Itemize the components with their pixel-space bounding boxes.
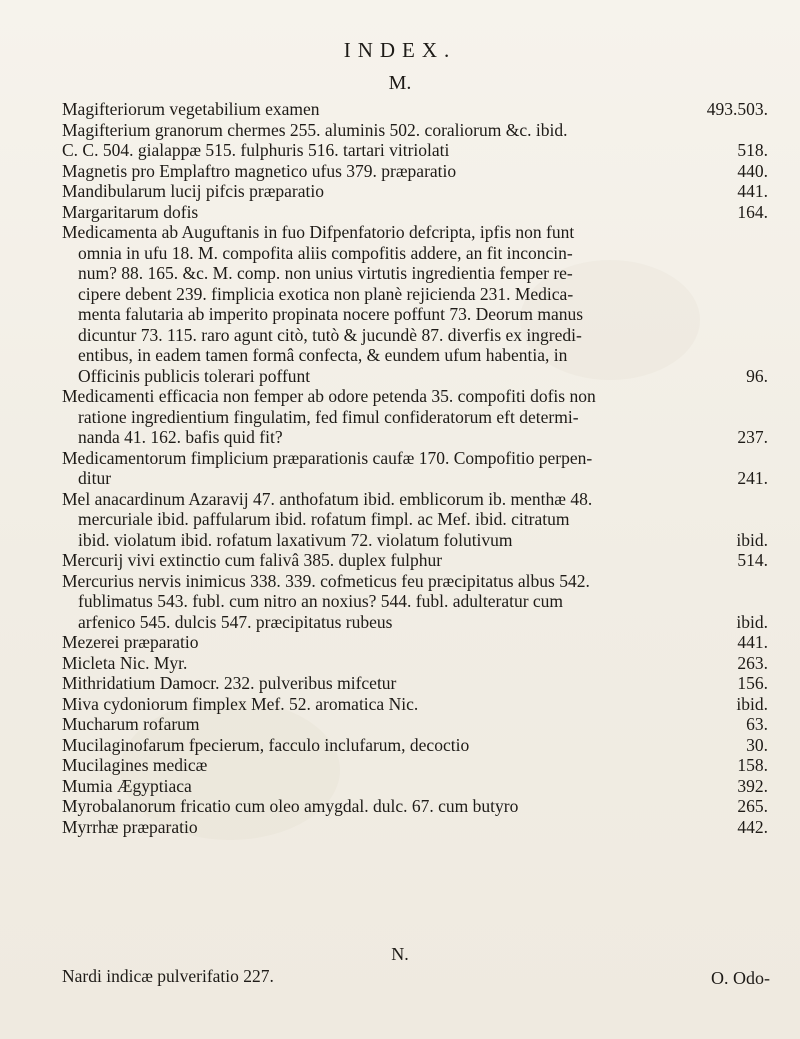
entry-text: C. C. 504. gialappæ 515. fulphuris 516. tartari vitriolati	[62, 140, 450, 160]
index-entry	[62, 120, 768, 141]
index-entry	[62, 181, 768, 202]
entry-text: Myrrhæ præparatio	[62, 816, 198, 837]
entry-text: Micleta Nic. Myr.	[62, 652, 188, 673]
entry-continuation: num? 88. 165. &c. M. comp. non unius virtutis ingredientia femper re-	[78, 263, 573, 283]
page-number: 63.	[746, 714, 768, 734]
entry-text: Mercurius nervis inimicus 338. 339. cofmeticus feu præcipitatus albus 542.	[62, 570, 590, 591]
entry-continuation: mercuriale ibid. paffularum ibid. rofatum fimpl. ac Mef. ibid. citratum	[78, 509, 570, 529]
index-entry	[62, 714, 768, 735]
entry-text: Mumia Ægyptiaca	[62, 775, 192, 796]
page-number: 440.	[737, 160, 768, 181]
page-number: 392.	[737, 775, 768, 796]
entry-continuation: ibid. violatum ibid. rofatum laxativum 72. violatum folutivum	[78, 529, 513, 550]
entry-continuation: fublimatus 543. fubl. cum nitro an noxius? 544. fubl. adulteratur cum	[78, 591, 564, 611]
index-entries	[62, 99, 768, 837]
index-entry	[62, 571, 768, 633]
page-number: 493.503.	[706, 99, 768, 119]
page-number: 158.	[737, 755, 768, 775]
entry-continuation: ratione ingredientium fingulatim, fed fimul confideratorum eft determi-	[78, 406, 579, 427]
index-entry	[62, 632, 768, 653]
page-number: 442.	[737, 816, 768, 837]
page-number: 237.	[737, 427, 768, 447]
entry-text: Mel anacardinum Azaravij 47. anthofatum ibid. emblicorum ib. menthæ 48.	[62, 488, 593, 509]
index-entry	[62, 776, 768, 797]
index-entry	[62, 694, 768, 715]
entry-continuation: Officinis publicis tolerari poffunt	[78, 365, 311, 386]
page-number: 164.	[737, 201, 768, 222]
index-entry	[62, 489, 768, 551]
entry-text: Mandibularum lucij pifcis præparatio	[62, 181, 324, 201]
index-entry	[62, 796, 768, 817]
page-header: INDEX.	[343, 38, 457, 62]
page-number: 96.	[746, 365, 768, 386]
page-number: 30.	[746, 734, 768, 755]
page-number: ibid.	[736, 693, 768, 714]
index-entry	[62, 140, 768, 161]
index-entry	[62, 202, 768, 223]
entry-continuation: dicuntur 73. 115. raro agunt citò, tutò & jucundè 87. diverfis ex ingredi-	[78, 324, 582, 345]
entry-continuation: menta falutaria ab imperito propinata nocere poffunt 73. Deorum manus	[78, 304, 584, 324]
entry-text: Magifteriorum vegetabilium examen	[62, 99, 320, 119]
page-number: 263.	[737, 652, 768, 673]
entry-continuation: entibus, in eadem tamen formâ confecta, & eundem ufum habentia, in	[78, 345, 568, 365]
entry-text: Miva cydoniorum fimplex Mef. 52. aromatica Nic.	[62, 693, 419, 714]
index-entry	[62, 386, 768, 448]
page-number: 514.	[737, 550, 768, 570]
entry-continuation: arfenico 545. dulcis 547. præcipitatus rubeus	[78, 611, 393, 632]
page-number: 241.	[737, 468, 768, 488]
entry-text: Mucilagines medicæ	[62, 755, 208, 775]
page-number: 441.	[737, 632, 768, 652]
entry-text: Medicamenti efficacia non femper ab odore petenda 35. compofiti dofis non	[62, 386, 596, 406]
entry-continuation: omnia in ufu 18. M. compofita aliis compofitis addere, an fit inconcin-	[78, 242, 573, 263]
section-letter: M.	[388, 72, 412, 94]
entry-text: Mercurij vivi extinctio cum falivâ 385. duplex fulphur	[62, 550, 443, 570]
page-number: 518.	[737, 140, 768, 160]
entry-text: Magnetis pro Emplaftro magnetico ufus 379. præparatio	[62, 160, 457, 181]
entry-text: Mithridatium Damocr. 232. pulveribus mifcetur	[62, 673, 397, 693]
index-entry	[62, 653, 768, 674]
page-number: 156.	[737, 673, 768, 693]
next-section-letter: N.	[391, 944, 409, 964]
index-entry	[62, 755, 768, 776]
catchword: O. Odo-	[711, 968, 770, 988]
entry-text: Margaritarum dofis	[62, 201, 199, 222]
entry-text: Magifterium granorum chermes 255. aluminis 502. coraliorum &c. ibid.	[62, 119, 568, 140]
index-entry	[62, 99, 768, 120]
entry-text: Medicamenta ab Auguftanis in fuo Difpenfatorio defcripta, ipfis non funt	[62, 222, 575, 242]
entry-text: Mezerei præparatio	[62, 632, 199, 652]
index-entry	[62, 817, 768, 838]
index-entry	[62, 448, 768, 489]
page-number: 441.	[737, 181, 768, 201]
entry-text: Medicamentorum fimplicium præparationis caufæ 170. Compofitio perpen-	[62, 447, 593, 468]
index-entry	[62, 161, 768, 182]
index-entry	[62, 222, 768, 386]
page-number: ibid.	[736, 529, 768, 550]
entry-continuation: ditur	[78, 468, 112, 488]
entry-continuation: cipere debent 239. fimplicia exotica non planè rejicienda 231. Medica-	[78, 283, 574, 304]
entry-text: Mucilaginofarum fpecierum, facculo inclufarum, decoctio	[62, 734, 470, 755]
index-entry	[62, 550, 768, 571]
entry-text: Myrobalanorum fricatio cum oleo amygdal. dulc. 67. cum butyro	[62, 796, 519, 816]
index-entry-nardi: Nardi indicæ pulverifatio 227.	[62, 966, 274, 986]
index-entry	[62, 673, 768, 694]
entry-text: Mucharum rofarum	[62, 714, 200, 734]
page-number: 265.	[737, 796, 768, 816]
index-entry	[62, 735, 768, 756]
page-number: ibid.	[736, 611, 768, 632]
entry-continuation: nanda 41. 162. bafis quid fit?	[78, 427, 283, 447]
